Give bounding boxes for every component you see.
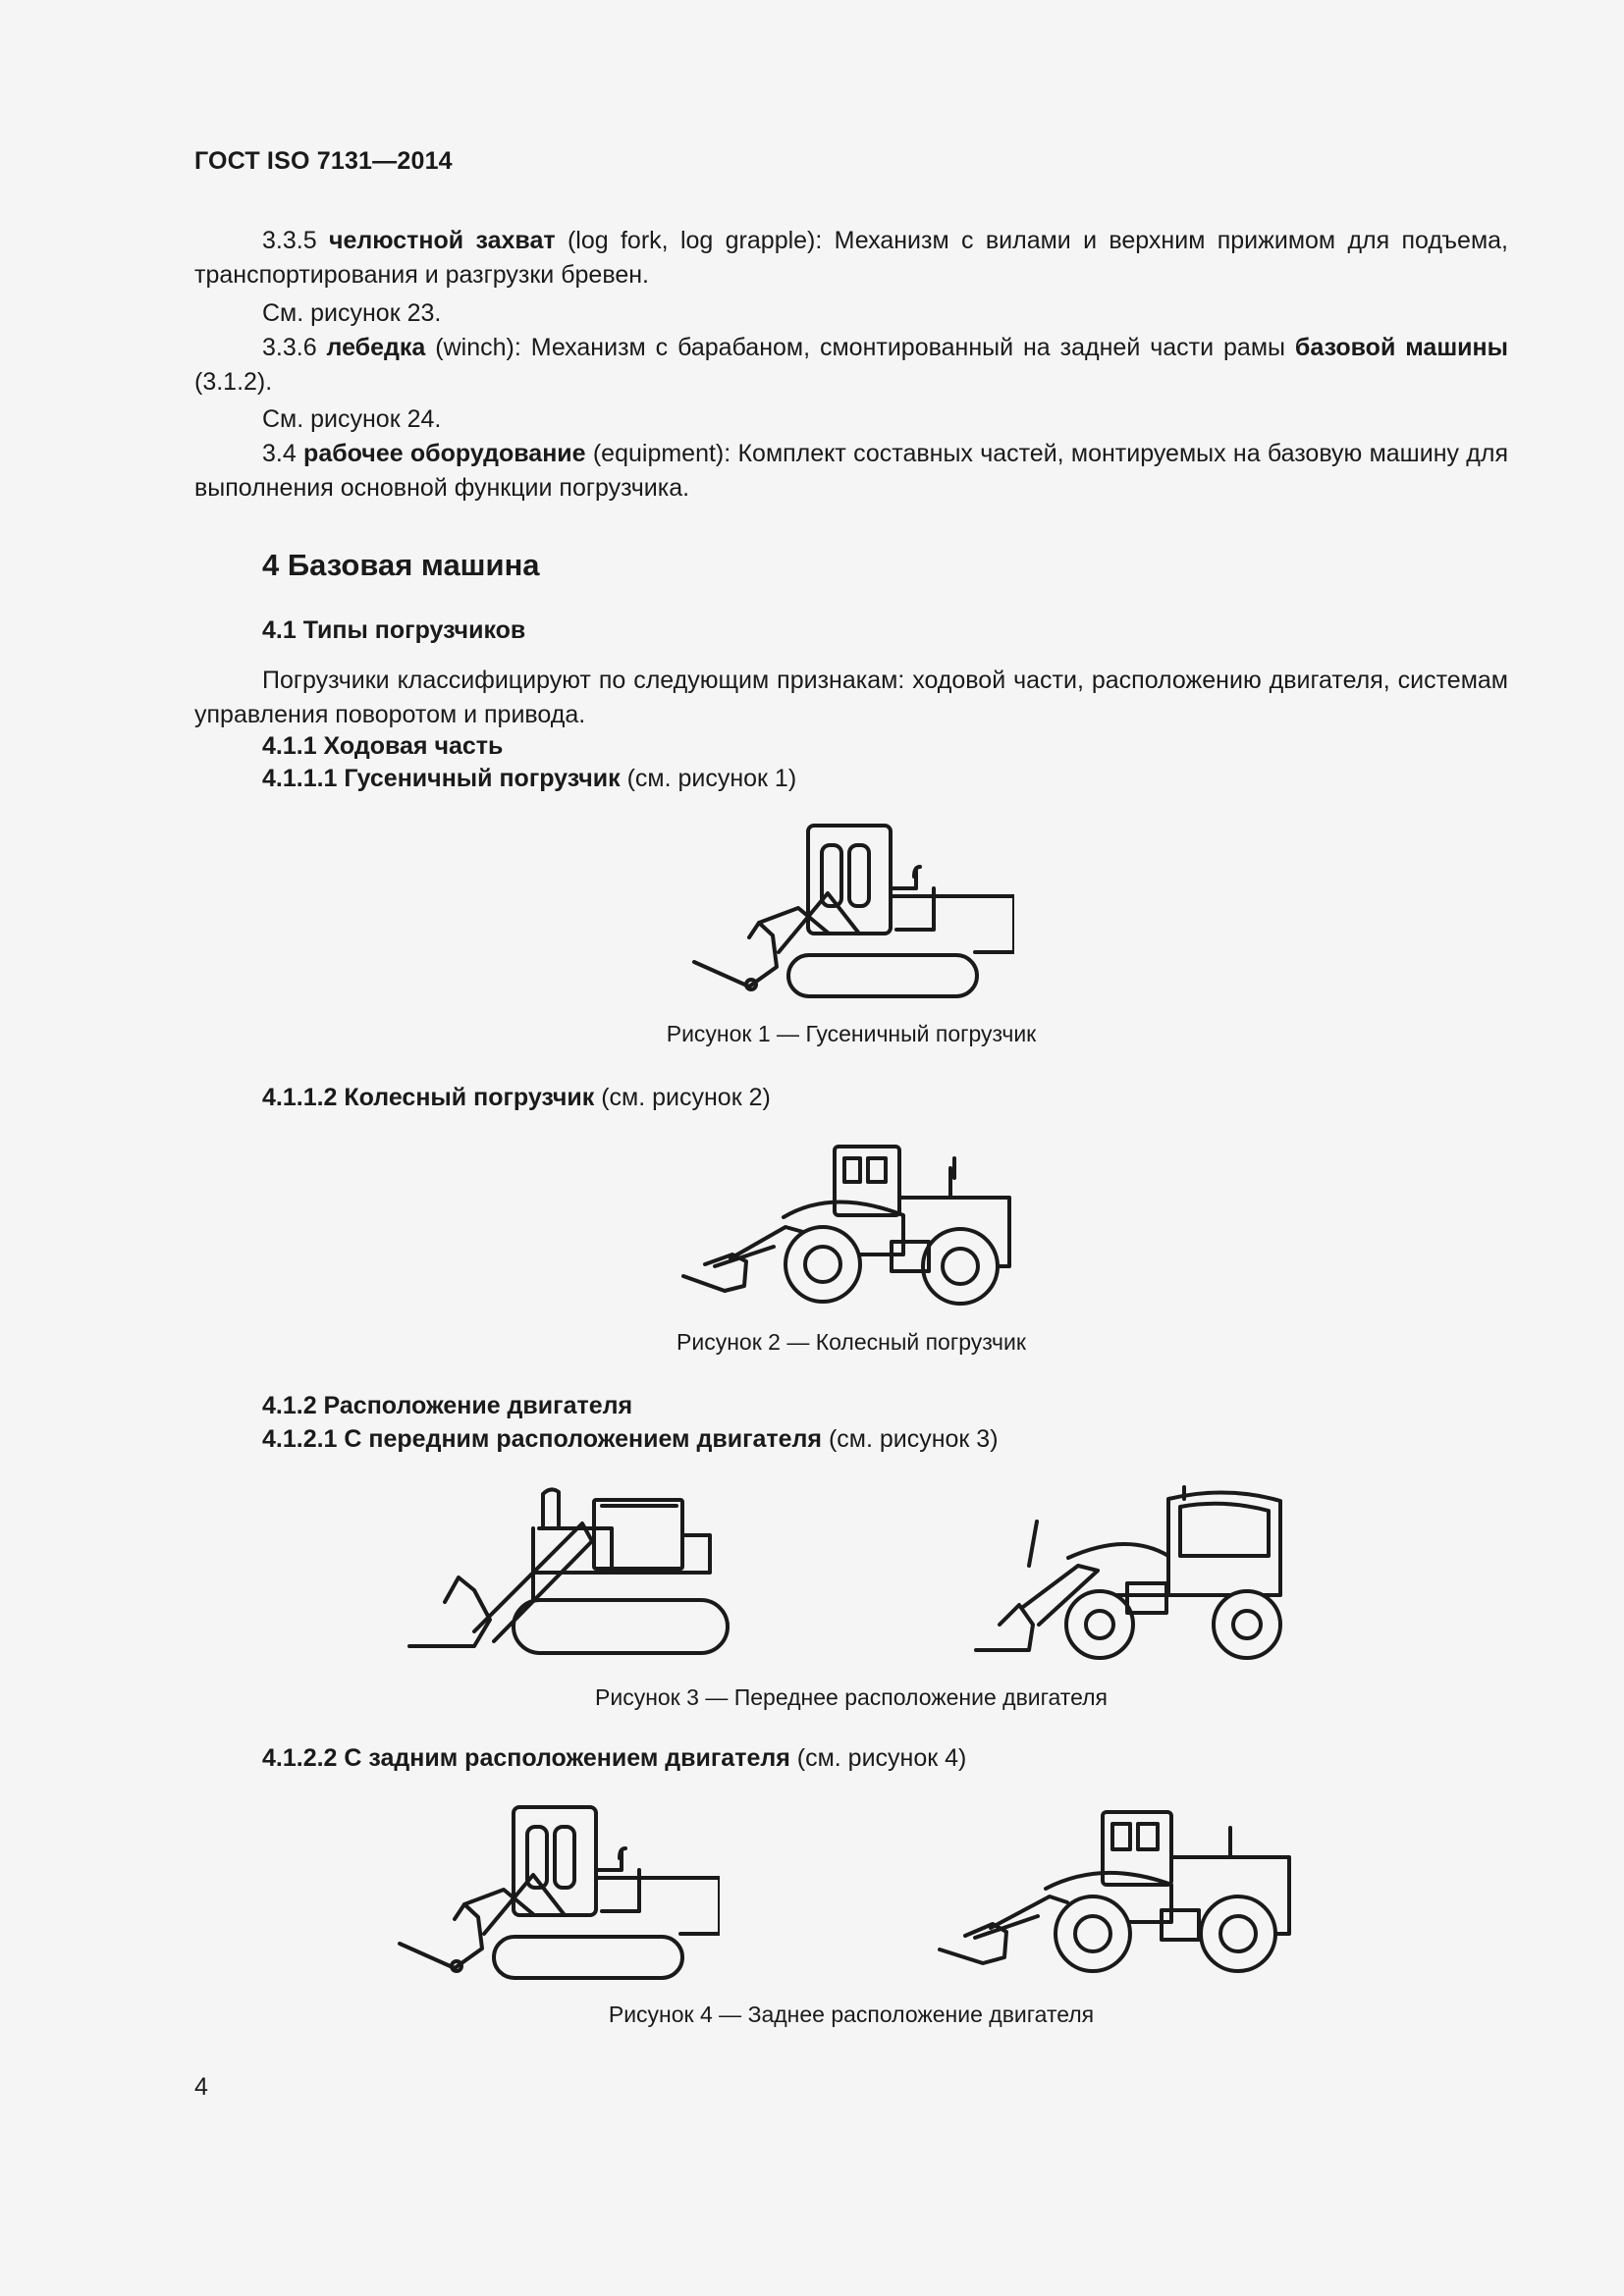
figure-2-wheel-loader <box>676 1139 1029 1310</box>
page-number: 4 <box>194 2073 208 2101</box>
figure-1-caption: Рисунок 1 — Гусеничный погрузчик <box>666 1021 1037 1046</box>
paragraph-3-3-5: 3.3.5 челюстной захват (log fork, log grapple): Механизм с вилами и верхним прижимом для подъема, транспортирования и разгрузки бревен. <box>194 227 1508 289</box>
figure-4-caption: Рисунок 4 — Заднее расположение двигателя <box>608 2002 1095 2027</box>
document-page <box>194 0 1508 2296</box>
paragraph-3-3-6: 3.3.6 лебедка (winch): Механизм с барабаном, смонтированный на задней части рамы базовой машины (3.1.2). <box>194 334 1508 396</box>
figure-3-caption: Рисунок 3 — Переднее расположение двигателя <box>595 1684 1108 1710</box>
section-4-1-1-heading: 4.1.1 Ходовая часть <box>262 732 504 760</box>
section-4-1-heading: 4.1 Типы погрузчиков <box>262 616 526 644</box>
figure-4-rear-engine-wheel <box>936 1804 1309 1986</box>
document-header: ГОСТ ISO 7131—2014 <box>194 147 453 175</box>
wheel-loader-drawing <box>676 1139 1029 1310</box>
crawler-loader-drawing <box>690 820 1014 1006</box>
section-4-heading: 4 Базовая машина <box>262 548 540 582</box>
paragraph-4-1: Погрузчики классифицируют по следующим признакам: ходовой части, расположению двигателя, системам управления поворотом и привода. <box>194 667 1508 728</box>
front-engine-crawler-drawing <box>406 1484 739 1666</box>
see-figure-23: См. рисунок 23. <box>262 299 442 327</box>
see-figure-24: См. рисунок 24. <box>262 405 442 433</box>
figure-3-front-engine-crawler <box>406 1484 739 1666</box>
section-4-1-1-1-heading: 4.1.1.1 Гусеничный погрузчик (см. рисунок 1) <box>262 765 797 792</box>
figure-1-crawler-loader <box>690 820 1014 1006</box>
paragraph-3-4: 3.4 рабочее оборудование (equipment): Комплект составных частей, монтируемых на базовую машину для выполнения основной функции погрузчика. <box>194 440 1508 502</box>
section-4-1-2-1-heading: 4.1.2.1 С передним расположением двигателя (см. рисунок 3) <box>262 1425 999 1453</box>
figure-2-caption: Рисунок 2 — Колесный погрузчик <box>677 1329 1026 1355</box>
section-4-1-2-2-heading: 4.1.2.2 С задним расположением двигателя (см. рисунок 4) <box>262 1744 967 1772</box>
rear-engine-wheel-drawing <box>936 1804 1309 1986</box>
figure-3-front-engine-wheel <box>970 1477 1299 1664</box>
section-4-1-1-2-heading: 4.1.1.2 Колесный погрузчик (см. рисунок 2) <box>262 1084 771 1111</box>
rear-engine-crawler-drawing <box>396 1801 720 1988</box>
front-engine-wheel-drawing <box>970 1477 1299 1664</box>
figure-4-rear-engine-crawler <box>396 1801 720 1988</box>
section-4-1-2-heading: 4.1.2 Расположение двигателя <box>262 1392 633 1419</box>
